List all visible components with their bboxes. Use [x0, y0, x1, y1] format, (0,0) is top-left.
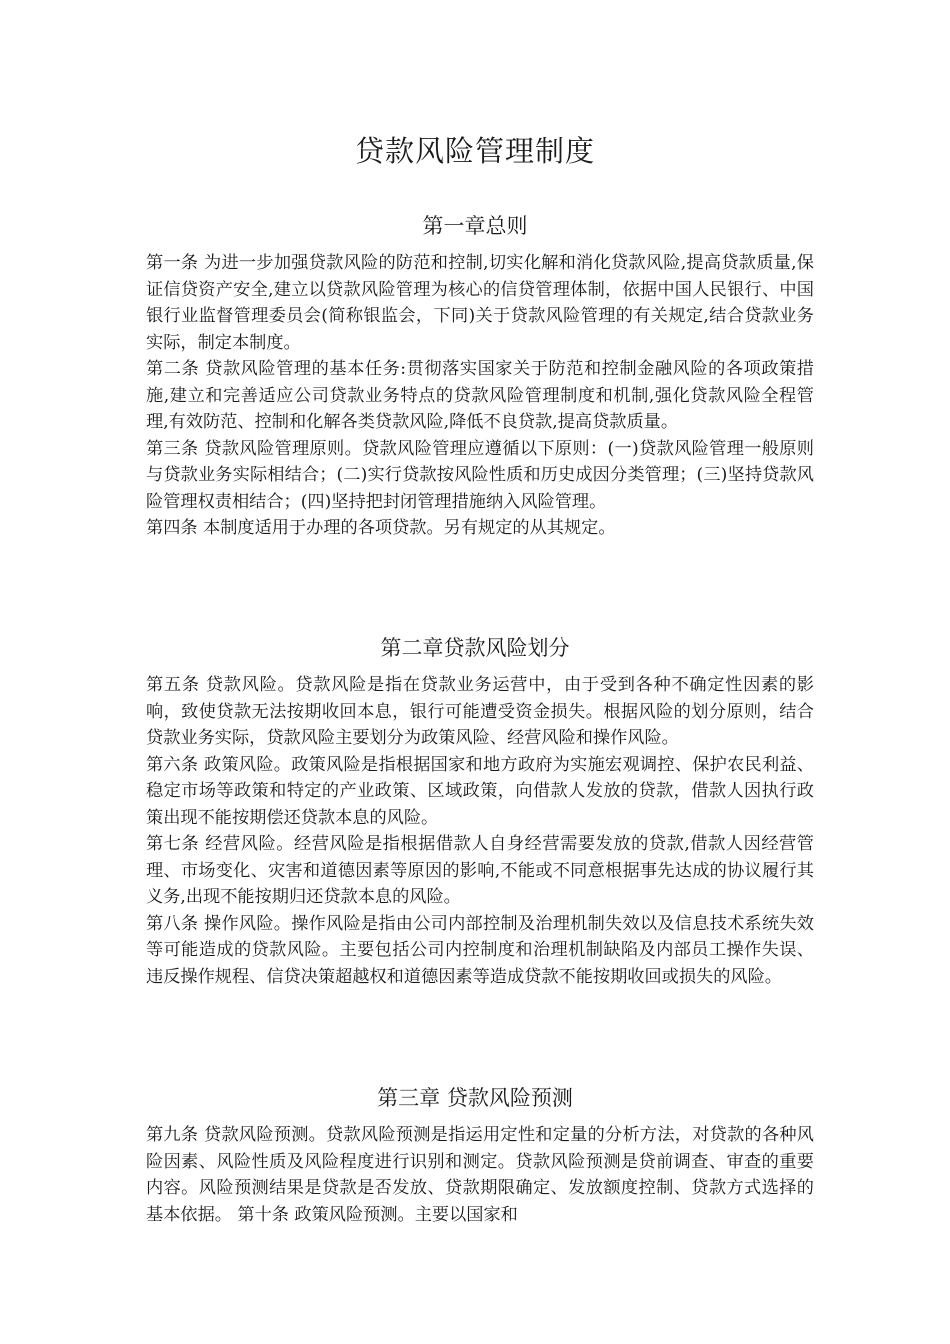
chapter-2-heading: 第二章贷款风险划分 — [380, 636, 570, 660]
document-title: 贷款风险管理制度 — [354, 134, 595, 168]
chapter-3-heading: 第三章 贷款风险预测 — [377, 1086, 573, 1110]
article-5: 第五条 贷款风险。贷款风险是指在贷款业务运营中，由于受到各种不确定性因素的影响，致使贷款无法按期收回本息，银行可能遭受资金损失。根据风险的划分原则，结合贷款业务实际，贷款风险主要划分为政策风险、经营风险和操作风险。 — [146, 675, 814, 748]
article-7: 第七条 经营风险。经营风险是指根据借款人自身经营需要发放的贷款,借款人因经营管理、市场变化、灾害和道德因素等原因的影响,不能或不同意根据事先达成的协议履行其义务,出现不能按期归还贷款本息的风险。 — [146, 834, 814, 907]
article-9: 第九条 贷款风险预测。贷款风险预测是指运用定性和定量的分析方法，对贷款的各种风险因素、风险性质及风险程度进行识别和测定。贷款风险预测是贷前调查、审查的重要内容。风险预测结果是贷款是否发放、贷款期限确定、发放额度控制、贷款方式选择的基本依据。 第十条 政策风险预测。主要以国家和 — [146, 1125, 814, 1225]
article-1: 第一条 为进一步加强贷款风险的防范和控制,切实化解和消化贷款风险,提高贷款质量,保证信贷资产安全,建立以贷款风险管理为核心的信贷管理体制，依据中国人民银行、中国银行业监督管理委员会(简称银监会，下同)关于贷款风险管理的有关规定,结合贷款业务实际，制定本制度。 — [146, 253, 814, 353]
article-8: 第八条 操作风险。操作风险是指由公司内部控制及治理机制失效以及信息技术系统失效等可能造成的贷款风险。主要包括公司内控制度和治理机制缺陷及内部员工操作失误、违反操作规程、信贷决策超越权和道德因素等造成贷款不能按期收回或损失的风险。 — [146, 913, 814, 987]
article-6: 第六条 政策风险。政策风险是指根据国家和地方政府为实施宏观调控、保护农民利益、稳定市场等政策和特定的产业政策、区域政策，向借款人发放的贷款，借款人因执行政策出现不能按期偿还贷款本息的风险。 — [146, 754, 814, 828]
chapter-1-heading: 第一章总则 — [422, 214, 528, 238]
article-2: 第二条 贷款风险管理的基本任务:贯彻落实国家关于防范和控制金融风险的各项政策措施,建立和完善适应公司贷款业务特点的贷款风险管理制度和机制,强化贷款风险全程管理,有效防范、控制和化解各类贷款风险,降低不良贷款,提高贷款质量。 — [146, 359, 814, 432]
article-4: 第四条 本制度适用于办理的各项贷款。另有规定的从其规定。 — [146, 518, 616, 538]
chapter-3-body — [146, 1122, 814, 1228]
chapter-1-body — [146, 250, 814, 542]
chapter-2-body — [146, 672, 814, 990]
article-3: 第三条 贷款风险管理原则。贷款风险管理应遵循以下原则：(一)贷款风险管理一般原则与贷款业务实际相结合；(二)实行贷款按风险性质和历史成因分类管理；(三)坚持贷款风险管理权责相结合；(四)坚持把封闭管理措施纳入风险管理。 — [146, 438, 814, 512]
